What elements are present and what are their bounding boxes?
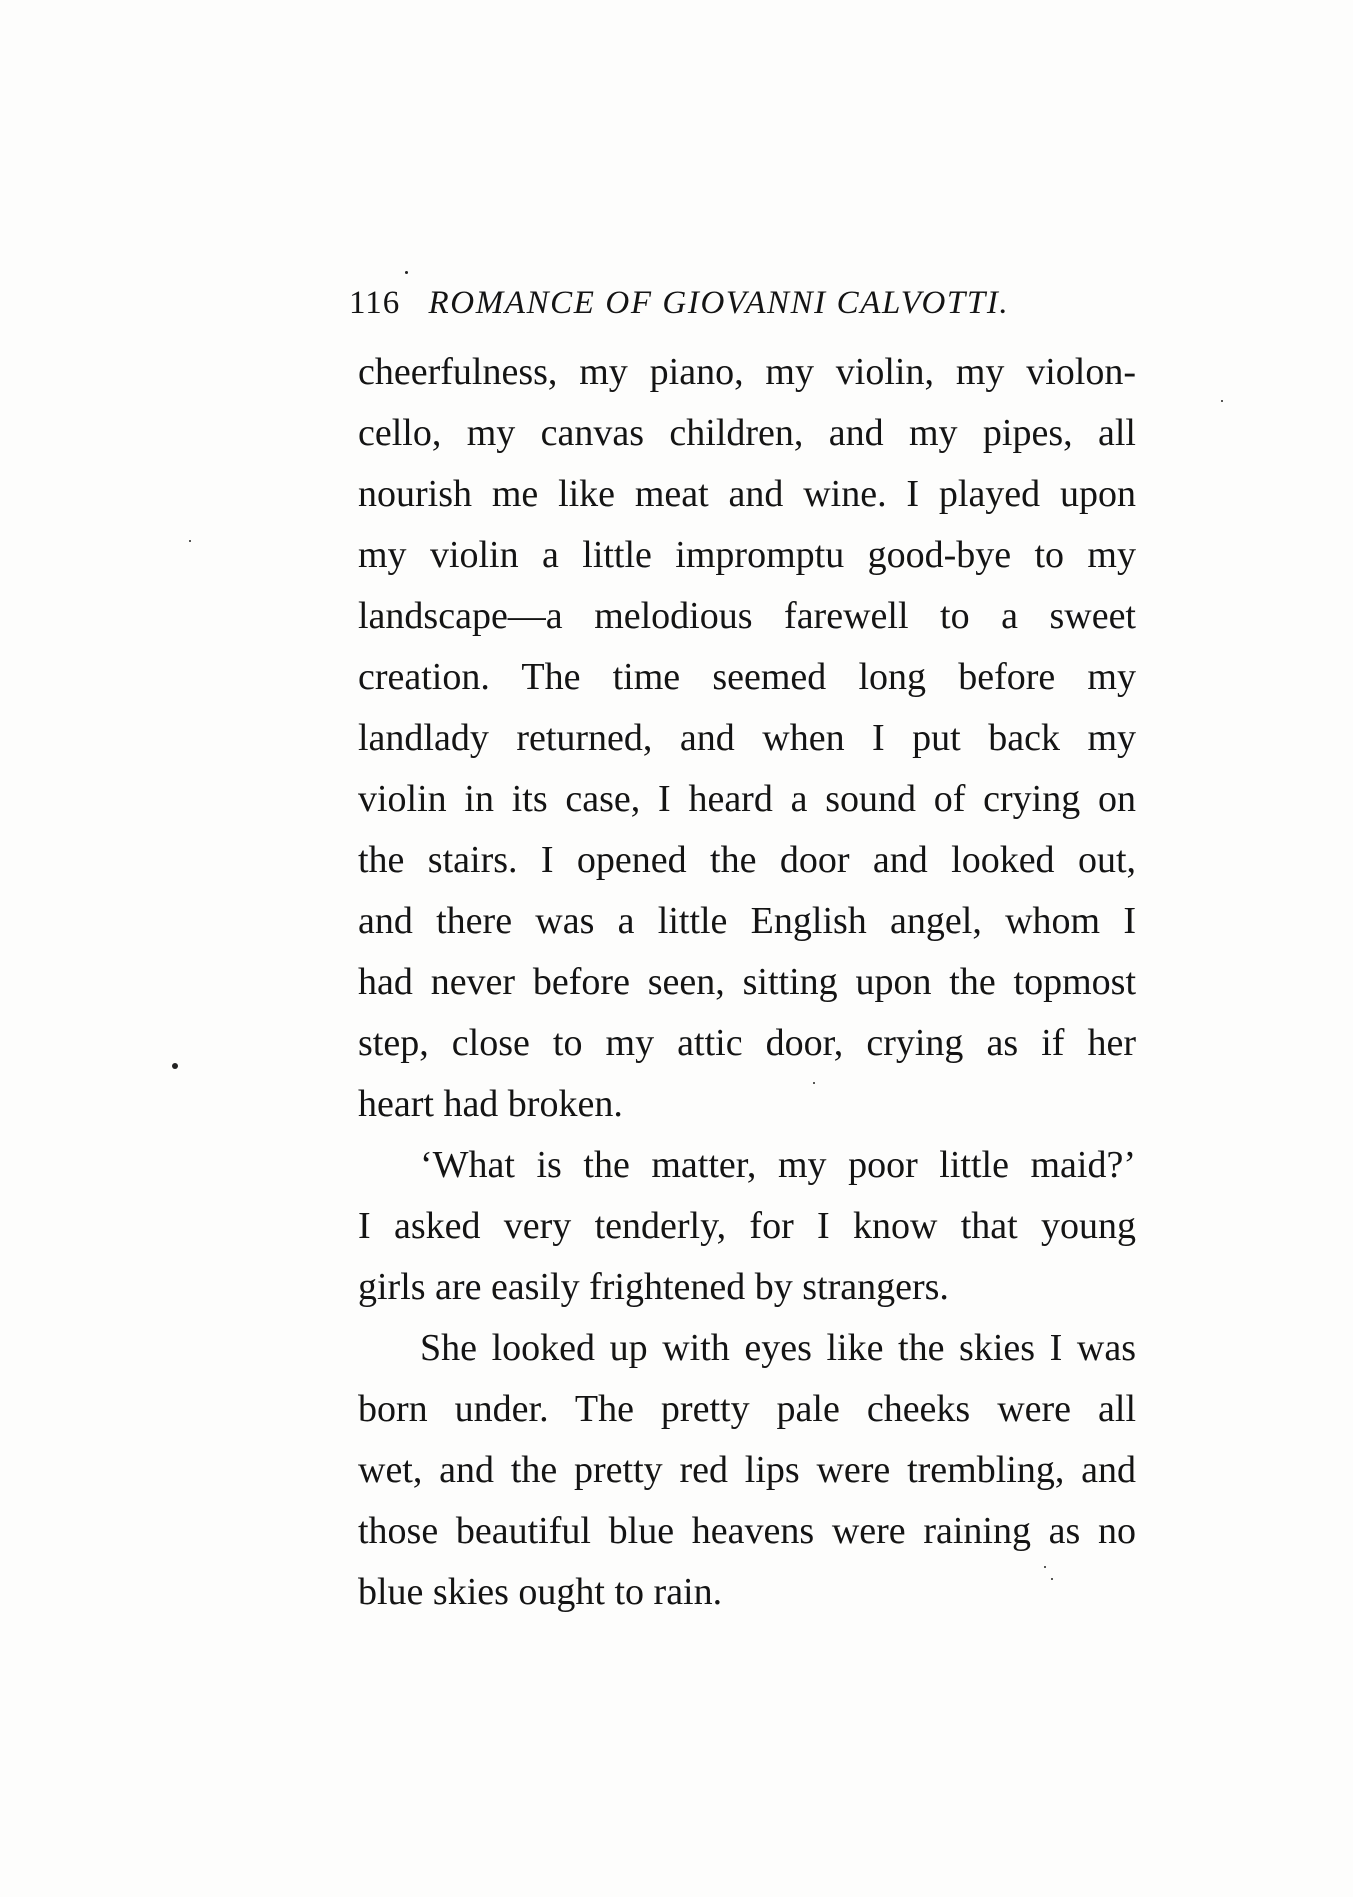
ink-speck — [405, 271, 408, 274]
text-line: blue skies ought to rain. — [358, 1571, 723, 1613]
text-line: girls are easily frightened by strangers. — [358, 1266, 949, 1308]
body-text — [358, 342, 1136, 1623]
text-line: nourish me like meat and wine. I played upon — [358, 473, 1136, 515]
text-line: She looked up with eyes like the skies I was — [420, 1327, 1136, 1369]
running-head — [349, 283, 1139, 323]
text-line: violin in its case, I heard a sound of crying on — [358, 778, 1136, 820]
text-line: step, close to my attic door, crying as if her — [358, 1022, 1136, 1064]
text-line: ‘What is the matter, my poor little maid?’ — [420, 1144, 1136, 1186]
text-line: and there was a little English angel, whom I — [358, 900, 1136, 942]
ink-speck — [1051, 1578, 1053, 1580]
text-line: cheerfulness, my piano, my violin, my violon- — [358, 351, 1136, 393]
running-title: ROMANCE OF GIOVANNI CALVOTTI. — [428, 285, 1010, 321]
ink-speck — [813, 1082, 815, 1084]
ink-speck — [1221, 400, 1223, 402]
text-line: wet, and the pretty red lips were trembling, and — [358, 1449, 1136, 1491]
paragraph-3 — [358, 1318, 1136, 1623]
text-line: my violin a little impromptu good-bye to my — [358, 534, 1136, 576]
text-line: those beautiful blue heavens were raining as no — [358, 1510, 1136, 1552]
ink-speck — [1044, 1566, 1046, 1568]
text-line: heart had broken. — [358, 1083, 623, 1125]
paragraph-2 — [358, 1135, 1136, 1318]
text-line: the stairs. I opened the door and looked out, — [358, 839, 1136, 881]
page-number: 116 — [349, 285, 401, 321]
text-line: I asked very tenderly, for I know that young — [358, 1205, 1136, 1247]
ink-speck — [172, 1063, 178, 1069]
text-line: had never before seen, sitting upon the topmost — [358, 961, 1136, 1003]
text-line: cello, my canvas children, and my pipes, all — [358, 412, 1136, 454]
text-line: creation. The time seemed long before my — [358, 656, 1136, 698]
text-line: landscape—a melodious farewell to a sweet — [358, 595, 1136, 637]
text-line: landlady returned, and when I put back my — [358, 717, 1136, 759]
paragraph-1 — [358, 342, 1136, 1135]
text-line: born under. The pretty pale cheeks were all — [358, 1388, 1136, 1430]
ink-speck — [189, 540, 191, 542]
